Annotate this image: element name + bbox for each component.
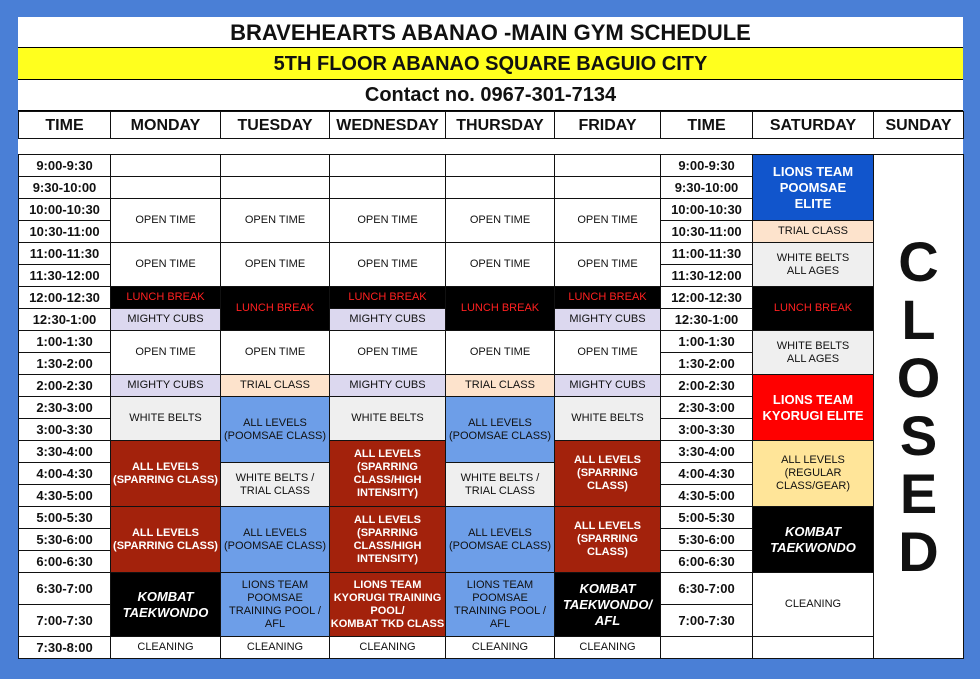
empty-cell bbox=[111, 177, 221, 199]
class-white-belts-all-ages: WHITE BELTS ALL AGES bbox=[753, 243, 874, 287]
class-open-time: OPEN TIME bbox=[330, 199, 446, 243]
class-lunch-break: LUNCH BREAK bbox=[555, 287, 661, 309]
time-cell: 1:30-2:00 bbox=[19, 353, 111, 375]
table-row bbox=[19, 507, 964, 529]
time-cell: 12:00-12:30 bbox=[661, 287, 753, 309]
time-cell: 12:30-1:00 bbox=[19, 309, 111, 331]
class-cleaning: CLEANING bbox=[330, 637, 446, 659]
time-cell: 6:30-7:00 bbox=[661, 573, 753, 605]
table-row bbox=[19, 243, 964, 265]
empty-cell bbox=[661, 637, 753, 659]
class-kombat-taekwondo: KOMBAT TAEKWONDO bbox=[111, 573, 221, 637]
class-cleaning: CLEANING bbox=[221, 637, 330, 659]
empty-cell bbox=[221, 177, 330, 199]
class-lions-kyorugi-elite: LIONS TEAM KYORUGI ELITE bbox=[753, 375, 874, 441]
class-lunch-break: LUNCH BREAK bbox=[446, 287, 555, 331]
time-cell: 10:30-11:00 bbox=[661, 221, 753, 243]
time-cell: 2:30-3:00 bbox=[661, 397, 753, 419]
class-trial: TRIAL CLASS bbox=[446, 375, 555, 397]
table-row bbox=[19, 637, 964, 659]
time-cell: 9:30-10:00 bbox=[661, 177, 753, 199]
class-all-levels-sparring: ALL LEVELS (SPARRING CLASS) bbox=[555, 441, 661, 507]
time-cell: 9:00-9:30 bbox=[19, 155, 111, 177]
empty-cell bbox=[330, 177, 446, 199]
class-open-time: OPEN TIME bbox=[330, 243, 446, 287]
class-lunch-break: LUNCH BREAK bbox=[330, 287, 446, 309]
time-cell: 11:30-12:00 bbox=[19, 265, 111, 287]
class-mighty-cubs: MIGHTY CUBS bbox=[555, 375, 661, 397]
time-cell: 5:00-5:30 bbox=[19, 507, 111, 529]
table-row bbox=[19, 375, 964, 397]
time-cell: 2:30-3:00 bbox=[19, 397, 111, 419]
time-cell: 4:00-4:30 bbox=[19, 463, 111, 485]
time-cell: 4:30-5:00 bbox=[19, 485, 111, 507]
class-lunch-break: LUNCH BREAK bbox=[753, 287, 874, 331]
col-header-saturday: SATURDAY bbox=[753, 112, 874, 139]
class-all-levels-poomsae: ALL LEVELS (POOMSAE CLASS) bbox=[446, 397, 555, 463]
time-cell: 3:30-4:00 bbox=[19, 441, 111, 463]
class-cleaning: CLEANING bbox=[446, 637, 555, 659]
col-header-sunday: SUNDAY bbox=[874, 112, 964, 139]
class-open-time: OPEN TIME bbox=[221, 331, 330, 375]
class-all-levels-regular: ALL LEVELS (REGULAR CLASS/GEAR) bbox=[753, 441, 874, 507]
class-open-time: OPEN TIME bbox=[555, 331, 661, 375]
time-cell: 11:30-12:00 bbox=[661, 265, 753, 287]
time-cell: 9:00-9:30 bbox=[661, 155, 753, 177]
time-cell: 10:30-11:00 bbox=[19, 221, 111, 243]
time-cell: 3:00-3:30 bbox=[19, 419, 111, 441]
class-cleaning: CLEANING bbox=[555, 637, 661, 659]
class-open-time: OPEN TIME bbox=[446, 331, 555, 375]
class-white-belts: WHITE BELTS bbox=[111, 397, 221, 441]
class-lions-kyorugi-pool: LIONS TEAM KYORUGI TRAINING POOL/ KOMBAT TKD CLASS bbox=[330, 573, 446, 637]
class-trial: TRIAL CLASS bbox=[221, 375, 330, 397]
time-cell: 4:30-5:00 bbox=[661, 485, 753, 507]
col-header-time-weekend: TIME bbox=[661, 112, 753, 139]
time-cell: 1:00-1:30 bbox=[19, 331, 111, 353]
class-kombat-taekwondo-afl: KOMBAT TAEKWONDO/ AFL bbox=[555, 573, 661, 637]
class-white-belts: WHITE BELTS bbox=[330, 397, 446, 441]
time-cell: 4:00-4:30 bbox=[661, 463, 753, 485]
class-mighty-cubs: MIGHTY CUBS bbox=[111, 309, 221, 331]
col-header-tuesday: TUESDAY bbox=[221, 112, 330, 139]
class-open-time: OPEN TIME bbox=[555, 199, 661, 243]
empty-cell bbox=[330, 155, 446, 177]
class-white-belts-trial: WHITE BELTS / TRIAL CLASS bbox=[446, 463, 555, 507]
class-open-time: OPEN TIME bbox=[111, 199, 221, 243]
class-lunch-break: LUNCH BREAK bbox=[221, 287, 330, 331]
class-white-belts-all-ages: WHITE BELTS ALL AGES bbox=[753, 331, 874, 375]
time-cell: 1:30-2:00 bbox=[661, 353, 753, 375]
class-mighty-cubs: MIGHTY CUBS bbox=[330, 309, 446, 331]
class-open-time: OPEN TIME bbox=[446, 199, 555, 243]
class-open-time: OPEN TIME bbox=[446, 243, 555, 287]
class-lunch-break: LUNCH BREAK bbox=[111, 287, 221, 309]
class-open-time: OPEN TIME bbox=[221, 199, 330, 243]
time-cell: 12:00-12:30 bbox=[19, 287, 111, 309]
class-open-time: OPEN TIME bbox=[555, 243, 661, 287]
time-cell: 6:30-7:00 bbox=[19, 573, 111, 605]
sunday-closed: C L O S E D bbox=[874, 155, 964, 659]
col-header-monday: MONDAY bbox=[111, 112, 221, 139]
class-lions-poomsae-pool: LIONS TEAM POOMSAE TRAINING POOL / AFL bbox=[446, 573, 555, 637]
empty-cell bbox=[753, 637, 874, 659]
class-all-levels-sparring: ALL LEVELS (SPARRING CLASS) bbox=[555, 507, 661, 573]
class-all-levels-poomsae: ALL LEVELS (POOMSAE CLASS) bbox=[221, 397, 330, 463]
empty-cell bbox=[446, 155, 555, 177]
col-header-thursday: THURSDAY bbox=[446, 112, 555, 139]
col-header-wednesday: WEDNESDAY bbox=[330, 112, 446, 139]
empty-cell bbox=[555, 155, 661, 177]
page-title: BRAVEHEARTS ABANAO -MAIN GYM SCHEDULE bbox=[18, 17, 963, 48]
time-cell: 5:30-6:00 bbox=[661, 529, 753, 551]
class-all-levels-poomsae: ALL LEVELS (POOMSAE CLASS) bbox=[221, 507, 330, 573]
class-white-belts: WHITE BELTS bbox=[555, 397, 661, 441]
class-open-time: OPEN TIME bbox=[221, 243, 330, 287]
time-cell: 6:00-6:30 bbox=[661, 551, 753, 573]
time-cell: 5:30-6:00 bbox=[19, 529, 111, 551]
time-cell: 12:30-1:00 bbox=[661, 309, 753, 331]
class-cleaning: CLEANING bbox=[753, 573, 874, 637]
time-cell: 2:00-2:30 bbox=[19, 375, 111, 397]
table-row bbox=[19, 155, 964, 177]
class-mighty-cubs: MIGHTY CUBS bbox=[555, 309, 661, 331]
time-cell: 10:00-10:30 bbox=[19, 199, 111, 221]
class-all-levels-poomsae: ALL LEVELS (POOMSAE CLASS) bbox=[446, 507, 555, 573]
class-all-levels-sparring-high: ALL LEVELS (SPARRING CLASS/HIGH INTENSITY) bbox=[330, 507, 446, 573]
header-row bbox=[19, 112, 964, 139]
time-cell: 11:00-11:30 bbox=[19, 243, 111, 265]
time-cell: 1:00-1:30 bbox=[661, 331, 753, 353]
schedule-table bbox=[18, 111, 964, 659]
time-cell: 3:00-3:30 bbox=[661, 419, 753, 441]
class-mighty-cubs: MIGHTY CUBS bbox=[111, 375, 221, 397]
class-all-levels-sparring-high: ALL LEVELS (SPARRING CLASS/HIGH INTENSITY) bbox=[330, 441, 446, 507]
contact-line: Contact no. 0967-301-7134 bbox=[18, 80, 963, 111]
class-all-levels-sparring: ALL LEVELS (SPARRING CLASS) bbox=[111, 441, 221, 507]
col-header-friday: FRIDAY bbox=[555, 112, 661, 139]
class-open-time: OPEN TIME bbox=[111, 243, 221, 287]
empty-cell bbox=[221, 155, 330, 177]
table-row bbox=[19, 287, 964, 309]
schedule-sheet bbox=[18, 17, 963, 658]
class-trial: TRIAL CLASS bbox=[753, 221, 874, 243]
time-cell: 3:30-4:00 bbox=[661, 441, 753, 463]
col-header-time: TIME bbox=[19, 112, 111, 139]
time-cell: 7:00-7:30 bbox=[661, 605, 753, 637]
empty-cell bbox=[111, 155, 221, 177]
table-row bbox=[19, 331, 964, 353]
time-cell: 10:00-10:30 bbox=[661, 199, 753, 221]
table-row bbox=[19, 573, 964, 605]
class-open-time: OPEN TIME bbox=[111, 331, 221, 375]
time-cell: 9:30-10:00 bbox=[19, 177, 111, 199]
class-lions-poomsae-pool: LIONS TEAM POOMSAE TRAINING POOL / AFL bbox=[221, 573, 330, 637]
class-cleaning: CLEANING bbox=[111, 637, 221, 659]
class-lions-poomsae-elite: LIONS TEAM POOMSAE ELITE bbox=[753, 155, 874, 221]
class-open-time: OPEN TIME bbox=[330, 331, 446, 375]
time-cell: 7:00-7:30 bbox=[19, 605, 111, 637]
time-cell: 6:00-6:30 bbox=[19, 551, 111, 573]
time-cell: 5:00-5:30 bbox=[661, 507, 753, 529]
location-banner: 5TH FLOOR ABANAO SQUARE BAGUIO CITY bbox=[18, 48, 963, 80]
empty-cell bbox=[446, 177, 555, 199]
class-white-belts-trial: WHITE BELTS / TRIAL CLASS bbox=[221, 463, 330, 507]
time-cell: 2:00-2:30 bbox=[661, 375, 753, 397]
class-all-levels-sparring: ALL LEVELS (SPARRING CLASS) bbox=[111, 507, 221, 573]
time-cell: 11:00-11:30 bbox=[661, 243, 753, 265]
time-cell: 7:30-8:00 bbox=[19, 637, 111, 659]
spacer-row bbox=[19, 139, 964, 155]
class-mighty-cubs: MIGHTY CUBS bbox=[330, 375, 446, 397]
class-kombat-taekwondo: KOMBAT TAEKWONDO bbox=[753, 507, 874, 573]
empty-cell bbox=[555, 177, 661, 199]
